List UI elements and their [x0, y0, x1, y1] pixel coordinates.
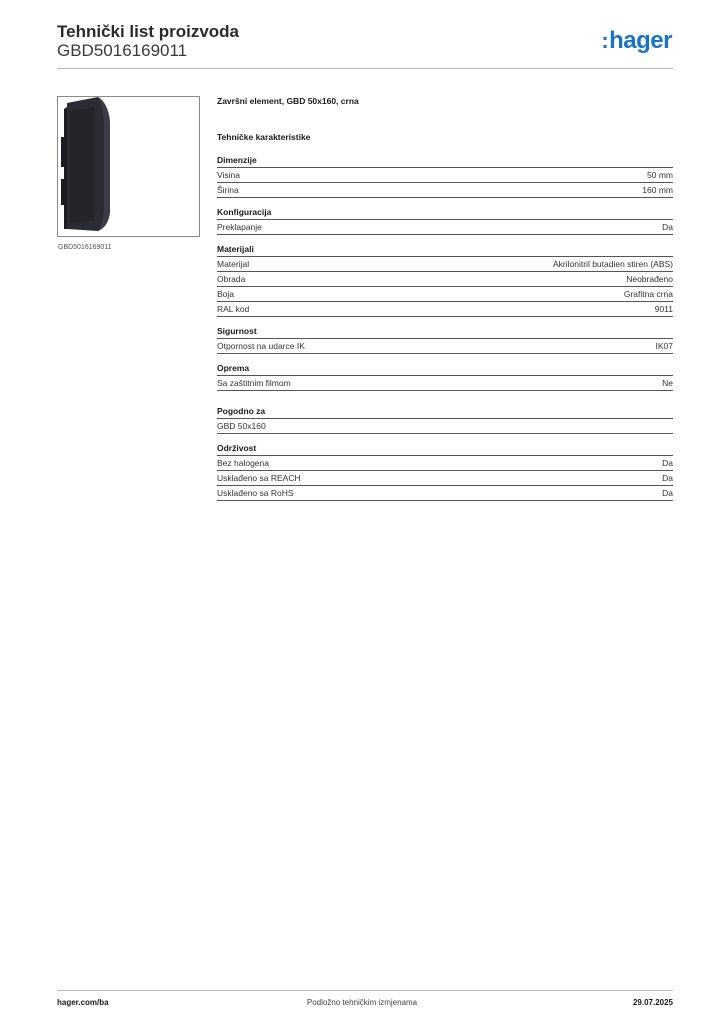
- section-heading: Oprema: [217, 362, 673, 376]
- section-materials: [217, 243, 673, 317]
- spec-label: Preklapanje: [217, 222, 262, 232]
- footer-date: 29.07.2025: [632, 998, 673, 1007]
- section-heading: Dimenzije: [217, 154, 673, 168]
- spec-row: [217, 339, 673, 354]
- spec-value: Grafitna crna: [623, 289, 673, 299]
- spec-label: Sa zaštitnim filmom: [217, 378, 291, 388]
- spec-label: Usklađeno sa REACH: [217, 473, 301, 483]
- document-title: Tehnički list proizvoda: [57, 22, 239, 41]
- spec-label: Materijal: [217, 259, 250, 269]
- product-image: [57, 96, 200, 237]
- spec-value: Da: [662, 488, 673, 498]
- spec-row: [217, 168, 673, 183]
- spec-label: Otpornost na udarce IK: [217, 341, 305, 351]
- spec-label: Bez halogena: [217, 458, 269, 468]
- spec-value: Da: [662, 473, 673, 483]
- section-heading: Pogodno za: [217, 405, 673, 419]
- header-divider: [57, 68, 673, 69]
- section-sustainability: [217, 442, 673, 501]
- section-heading: Sigurnost: [217, 325, 673, 339]
- document-header: [57, 20, 672, 70]
- hager-logo: :hager: [601, 27, 672, 54]
- spec-value: Neobrađeno: [626, 274, 673, 284]
- spec-value: 160 mm: [642, 185, 673, 195]
- image-caption: GBD5016169011: [58, 244, 112, 251]
- section-heading: Održivost: [217, 442, 673, 456]
- footer-website-link[interactable]: hager.com/ba: [57, 998, 109, 1007]
- spec-label: Širina: [217, 185, 239, 195]
- spec-value: Da: [662, 222, 673, 232]
- spec-row: [217, 272, 673, 287]
- spec-row: [217, 486, 673, 501]
- product-name: Završni element, GBD 50x160, crna: [217, 96, 359, 106]
- section-heading: Materijali: [217, 243, 673, 257]
- spec-row: [217, 471, 673, 486]
- spec-row: [217, 287, 673, 302]
- spec-label: Visina: [217, 170, 240, 180]
- spec-value: 9011: [654, 304, 673, 314]
- section-suitable-for: [217, 405, 673, 434]
- spec-label: Boja: [217, 289, 235, 299]
- spec-label: Obrada: [217, 274, 246, 284]
- section-equipment: [217, 362, 673, 391]
- spec-label: GBD 50x160: [217, 421, 266, 431]
- spec-row: [217, 456, 673, 471]
- spec-value: 50 mm: [647, 170, 673, 180]
- spec-value: Da: [662, 458, 673, 468]
- spec-value: Ne: [662, 378, 673, 388]
- section-configuration: [217, 206, 673, 235]
- spec-row: [217, 220, 673, 235]
- spec-row: [217, 183, 673, 198]
- logo-text: hager: [609, 27, 672, 54]
- product-code: GBD5016169011: [57, 41, 188, 60]
- spec-value: Akrilonitril butadien stiren (ABS): [553, 259, 673, 269]
- spec-row: [217, 302, 673, 317]
- section-dimensions: [217, 154, 673, 198]
- spec-row: [217, 376, 673, 391]
- section-heading: Konfiguracija: [217, 206, 673, 220]
- end-cap-product-image: [58, 97, 199, 236]
- specifications: [217, 93, 673, 509]
- spec-label: RAL kod: [217, 304, 250, 314]
- footer-divider: [57, 990, 673, 991]
- section-safety: [217, 325, 673, 354]
- spec-row: [217, 419, 673, 434]
- spec-value: IK07: [655, 341, 673, 351]
- spec-label: Usklađeno sa RoHS: [217, 488, 294, 498]
- spec-row: [217, 257, 673, 272]
- footer-notice: Podložno tehničkim izmjenama: [306, 998, 418, 1007]
- specifications-heading: Tehničke karakteristike: [217, 132, 311, 142]
